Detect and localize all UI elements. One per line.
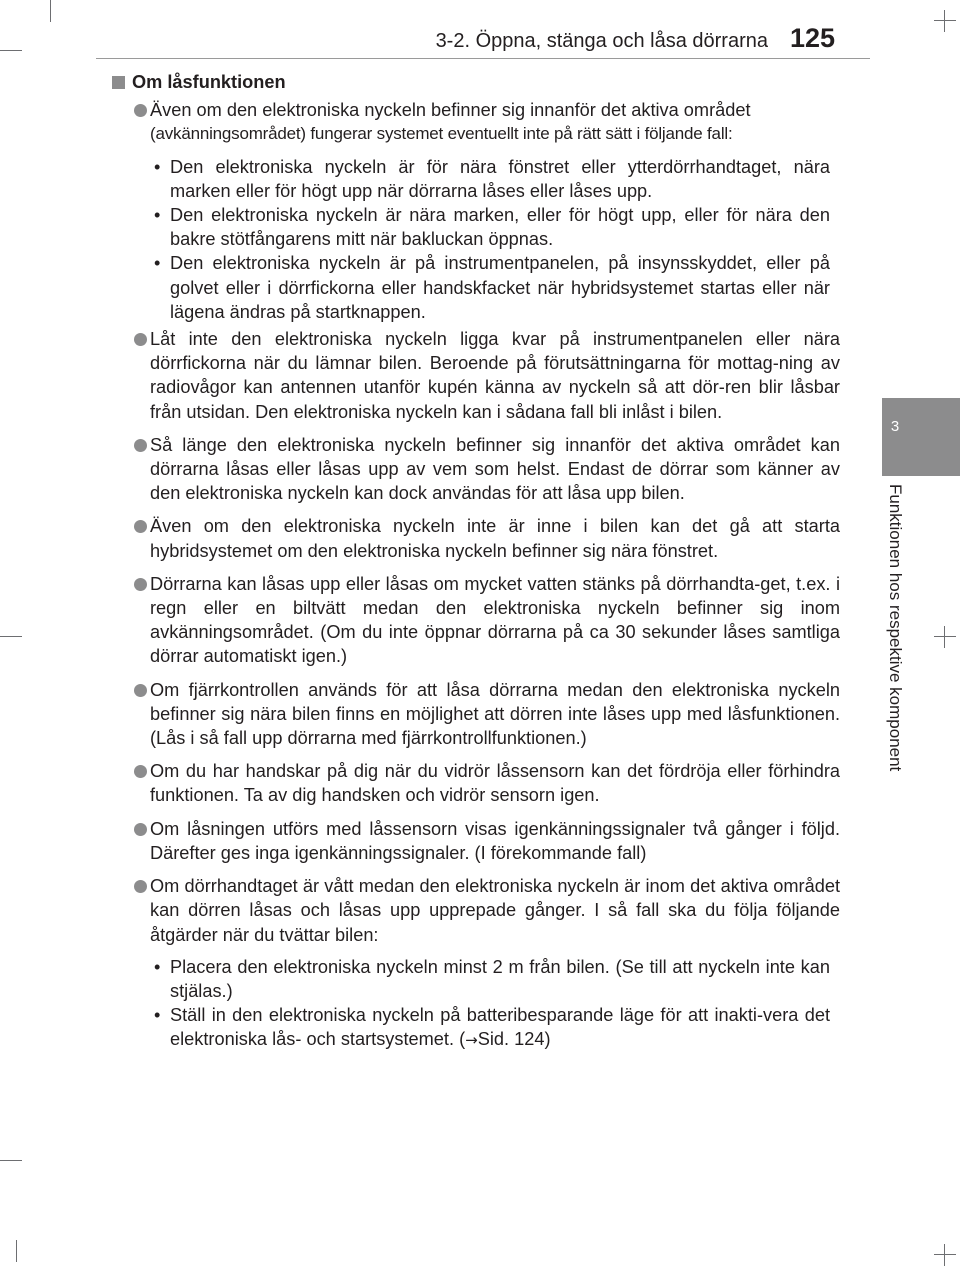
dot-bullet-icon: •	[154, 956, 161, 977]
page-header-title: 3-2. Öppna, stänga och låsa dörrarna	[435, 30, 768, 52]
list-item	[112, 98, 840, 324]
sub-list	[112, 155, 840, 324]
crop-mark	[0, 636, 22, 637]
registration-mark	[934, 1244, 956, 1266]
list-item	[112, 678, 840, 751]
sub-list-text: Placera den elektroniska nyckeln minst 2 m från bilen. (Se till att nyckeln inte kan stjälas.)	[170, 956, 830, 1001]
header-rule	[96, 58, 870, 59]
round-bullet-icon	[134, 439, 147, 452]
sub-list	[112, 955, 840, 1053]
round-bullet-icon	[134, 520, 147, 533]
paragraph-line: Även om den elektroniska nyckeln befinner sig innanför det aktiva området	[150, 100, 751, 121]
registration-mark	[934, 10, 956, 32]
sub-list-text	[170, 1005, 830, 1049]
registration-mark	[934, 626, 956, 648]
sub-list-item	[112, 203, 840, 251]
round-bullet-icon	[134, 578, 147, 591]
paragraph-text: Om du har handskar på dig när du vidrör låssensorn kan det fördröja eller förhindra funktionen. Ta av dig handsken och vidrör sensorn igen.	[150, 761, 840, 806]
main-content	[112, 70, 840, 1062]
paragraph-text: Även om den elektroniska nyckeln inte är inne i bilen kan det gå att starta hybridsystemet om den elektroniska nyckeln befinner sig nära fönstret.	[150, 516, 840, 561]
round-bullet-icon	[134, 765, 147, 778]
section-heading	[112, 70, 840, 94]
section-heading-text: Om låsfunktionen	[132, 72, 286, 92]
chapter-label: Funktionen hos respektive komponent	[886, 484, 905, 772]
page-reference-link[interactable]: Sid. 124)	[477, 1029, 551, 1050]
list-item	[112, 572, 840, 669]
round-bullet-icon	[134, 104, 147, 117]
sub-list-item	[112, 251, 840, 324]
paragraph-text: Dörrarna kan låsas upp eller låsas om mycket vatten stänks på dörrhandta-get, t.ex. i regn eller en biltvätt medan den elektroniska nyckeln befinner sig inom avkänningsområdet. (Om du inte öppnar dörrarna på ca 30 sekunder låses samtliga dörrar automatiskt igen.)	[150, 573, 840, 667]
round-bullet-icon	[134, 880, 147, 893]
chapter-tab	[882, 398, 960, 476]
sub-list-text: Den elektroniska nyckeln är för nära fönstret eller ytterdörrhandtaget, nära marken eller för högt upp när dörrarna låses eller låses upp.	[170, 156, 830, 201]
list-item	[112, 327, 840, 424]
paragraph-line: (avkänningsområdet) fungerar systemet eventuellt inte på rätt sätt i följande fall:	[150, 124, 733, 144]
list-item	[112, 759, 840, 807]
paragraph-text: Så länge den elektroniska nyckeln befinner sig innanför det aktiva området kan dörrarna låsas eller låsas upp av vem som helst. Endast de dörrar som känner av den elektroniska nyckeln kan dock användas för att låsa upp bilen.	[150, 434, 840, 504]
round-bullet-icon	[134, 823, 147, 836]
crop-mark	[16, 1240, 17, 1262]
page-number: 125	[790, 23, 836, 53]
square-bullet-icon	[112, 76, 125, 89]
dot-bullet-icon: •	[154, 253, 161, 274]
crop-mark	[0, 50, 22, 51]
list-item	[112, 514, 840, 562]
chapter-number: 3	[890, 418, 900, 435]
paragraph-text: Om låsningen utförs med låssensorn visas igenkänningssignaler två gånger i följd. Därefter ges inga igenkänningssignaler. (I förekommande fall)	[150, 818, 840, 863]
list-item	[112, 874, 840, 1052]
dot-bullet-icon: •	[154, 156, 161, 177]
list-item	[112, 433, 840, 506]
sub-list-item	[112, 155, 840, 203]
crop-mark	[50, 0, 51, 22]
sub-list-text: Den elektroniska nyckeln är på instrumentpanelen, på insynsskyddet, eller på golvet eller i dörrfickorna eller handskfacket när hybridsystemet startas eller när lägena ändras på startknappen.	[170, 253, 830, 322]
dot-bullet-icon: •	[154, 1005, 161, 1026]
paragraph-text: Om fjärrkontrollen används för att låsa dörrarna medan den elektroniska nyckeln befinner sig nära bilen finns en möjlighet att dörren inte låses upp med låsfunktionen. (Lås i så fall upp dörrarna med fjärrkontrollfunktionen.)	[150, 679, 840, 749]
round-bullet-icon	[134, 684, 147, 697]
sub-list-item	[112, 955, 840, 1003]
arrow-right-icon: →	[465, 1031, 478, 1050]
crop-mark	[0, 1160, 22, 1161]
chapter-label-box	[882, 478, 908, 878]
round-bullet-icon	[134, 333, 147, 346]
sub-list-item	[112, 1003, 840, 1052]
sub-list-text-start: Ställ in den elektroniska nyckeln på batteribesparande läge för att inakti-vera det elektroniska lås- och startsystemet. (	[170, 1005, 830, 1050]
list-item	[112, 817, 840, 865]
paragraph-text: Om dörrhandtaget är vått medan den elektroniska nyckeln är inom det aktiva området kan dörren låsas och låsas upp upprepade gånger. I så fall ska du följa följande åtgärder när du tvättar bilen:	[150, 876, 840, 945]
paragraph-text	[150, 98, 840, 146]
paragraph-text: Låt inte den elektroniska nyckeln ligga kvar på instrumentpanelen eller nära dörrfickorna när du lämnar bilen. Beroende på förutsättningarna för mottag-ning av radiovågor kan antennen utanför kupén känna av nyckeln så att dör-ren blir låsbar från utsidan. Den elektroniska nyckeln kan i sådana fall bli inlåst i bilen.	[150, 329, 840, 422]
dot-bullet-icon: •	[154, 205, 161, 226]
sub-list-text: Den elektroniska nyckeln är nära marken, eller för högt upp, eller för nära den bakre stötfångarens mitt när bakluckan öppnas.	[170, 205, 830, 250]
